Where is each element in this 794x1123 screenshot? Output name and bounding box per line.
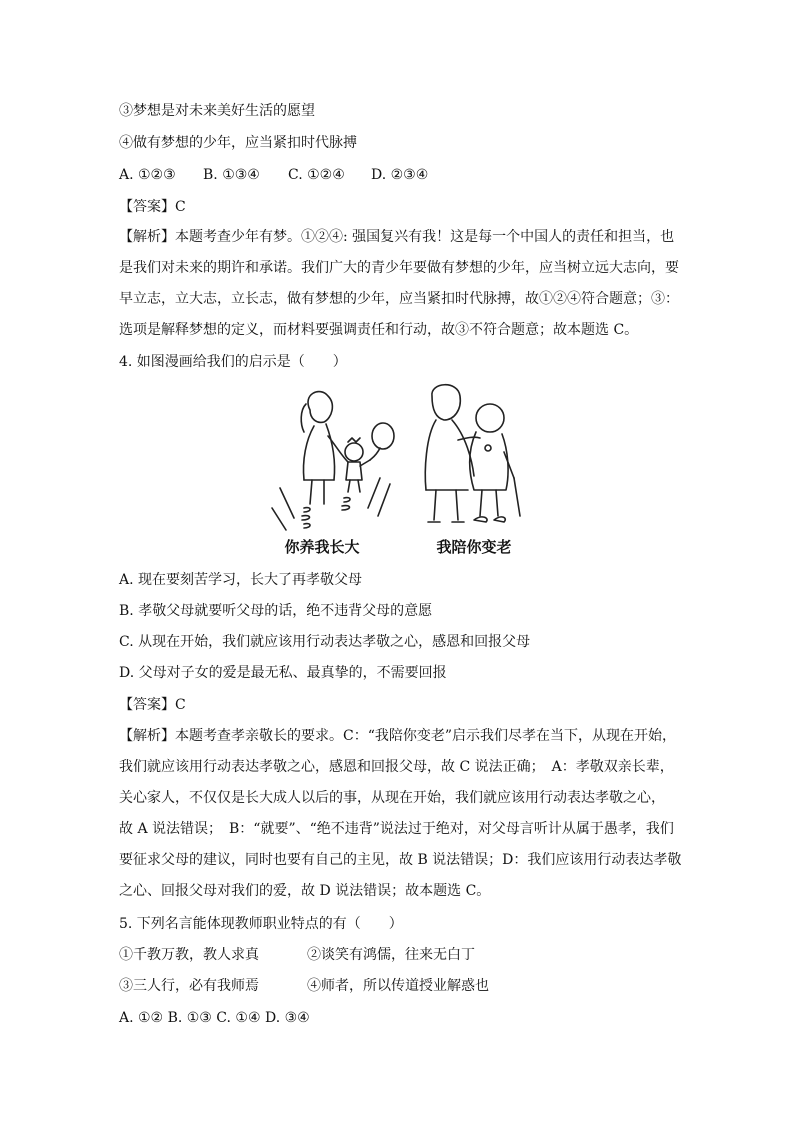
q4-analysis-line: 之心、回报父母对我们的爱，故 D 说法错误；故本题选 C。 — [119, 883, 491, 899]
q5-options: A. ①② B. ①③ C. ①④ D. ③④ — [119, 1010, 310, 1026]
mother-figure — [301, 392, 348, 528]
q3-answer: 【答案】C — [119, 199, 186, 215]
child-figure — [342, 423, 394, 510]
q3-analysis-line: 是我们对未来的期许和承诺。我们广大的青少年要做有梦想的少年，应当树立远大志向，要 — [119, 260, 679, 276]
q3-option-a: A. ①②③ — [119, 167, 176, 183]
elderly-figure — [470, 404, 520, 522]
q3-option-c: C. ①②④ — [288, 167, 345, 183]
filial-piety-cartoon — [262, 380, 532, 560]
cartoon-illustration — [262, 380, 532, 560]
q5-statements-row-1 — [119, 945, 475, 965]
adult-figure — [425, 385, 480, 522]
q5-statements-row-2 — [119, 976, 489, 996]
q4-option-a: A. 现在要刻苦学习，长大了再孝敬父母 — [119, 572, 363, 588]
q5-statement-1: ①千教万教，教人求真 — [119, 947, 259, 963]
q4-option-c: C. 从现在开始，我们就应该用行动表达孝敬之心，感恩和回报父母 — [119, 634, 531, 650]
q5-statement-3: ③三人行，必有我师焉 — [119, 978, 259, 994]
q3-analysis-line: 选项是解释梦想的定义，而材料要强调责任和行动，故③不符合题意；故本题选 C。 — [119, 322, 639, 338]
q5-statement-4: ④师者，所以传道授业解惑也 — [307, 978, 489, 994]
q4-analysis-line: 要征求父母的建议，同时也要有自己的主见，故 B 说法错误；D：我们应该用行动表达孝敬 — [119, 852, 682, 868]
q3-analysis — [119, 222, 679, 346]
q4-option-b: B. 孝敬父母就要听父母的话，绝不违背父母的意愿 — [119, 603, 433, 619]
q3-option-d: D. ②③④ — [371, 167, 429, 183]
cartoon-left-caption: 你养我长大 — [284, 538, 360, 556]
cartoon-right-caption: 我陪你变老 — [436, 538, 512, 556]
q4-answer: 【答案】C — [119, 697, 186, 713]
q4-option-d: D. 父母对子女的爱是最无私、最真挚的，不需要回报 — [119, 665, 447, 681]
q3-statement-3: ③梦想是对未来美好生活的愿望 — [119, 103, 315, 119]
q4-analysis-line: 关心家人，不仅仅是长大成人以后的事，从现在开始，我们就应该用行动表达孝敬之心， — [119, 790, 665, 806]
motion-lines — [272, 478, 390, 530]
q3-analysis-line: 早立志，立大志，立长志，做有梦想的少年，应当紧扣时代脉搏，故①②④符合题意；③： — [119, 291, 679, 307]
q4-analysis-line: 故 A 说法错误； B：“就要”、“绝不违背”说法过于绝对，对父母言听计从属于愚孝，我们 — [119, 821, 674, 837]
q5-stem: 5. 下列名言能体现教师职业特点的有（ ） — [119, 916, 403, 932]
q4-analysis-line: 【解析】本题考查孝亲敬长的要求。C：“我陪你变老”启示我们尽孝在当下，从现在开始， — [119, 728, 677, 744]
q3-statement-4: ④做有梦想的少年，应当紧扣时代脉搏 — [119, 135, 357, 151]
q4-analysis-line: 我们就应该用行动表达孝敬之心，感恩和回报父母，故 C 说法正确； A：孝敬双亲长辈， — [119, 759, 674, 775]
q3-options — [119, 165, 428, 185]
q3-option-b: B. ①③④ — [203, 167, 260, 183]
q5-statement-2: ②谈笑有鸿儒，往来无白丁 — [307, 947, 475, 963]
q4-stem: 4. 如图漫画给我们的启示是（ ） — [119, 354, 347, 370]
q4-analysis — [119, 721, 682, 907]
q3-analysis-line: 【解析】本题考查少年有梦。①②④: 强国复兴有我！这是每一个中国人的责任和担当，也 — [119, 229, 675, 245]
